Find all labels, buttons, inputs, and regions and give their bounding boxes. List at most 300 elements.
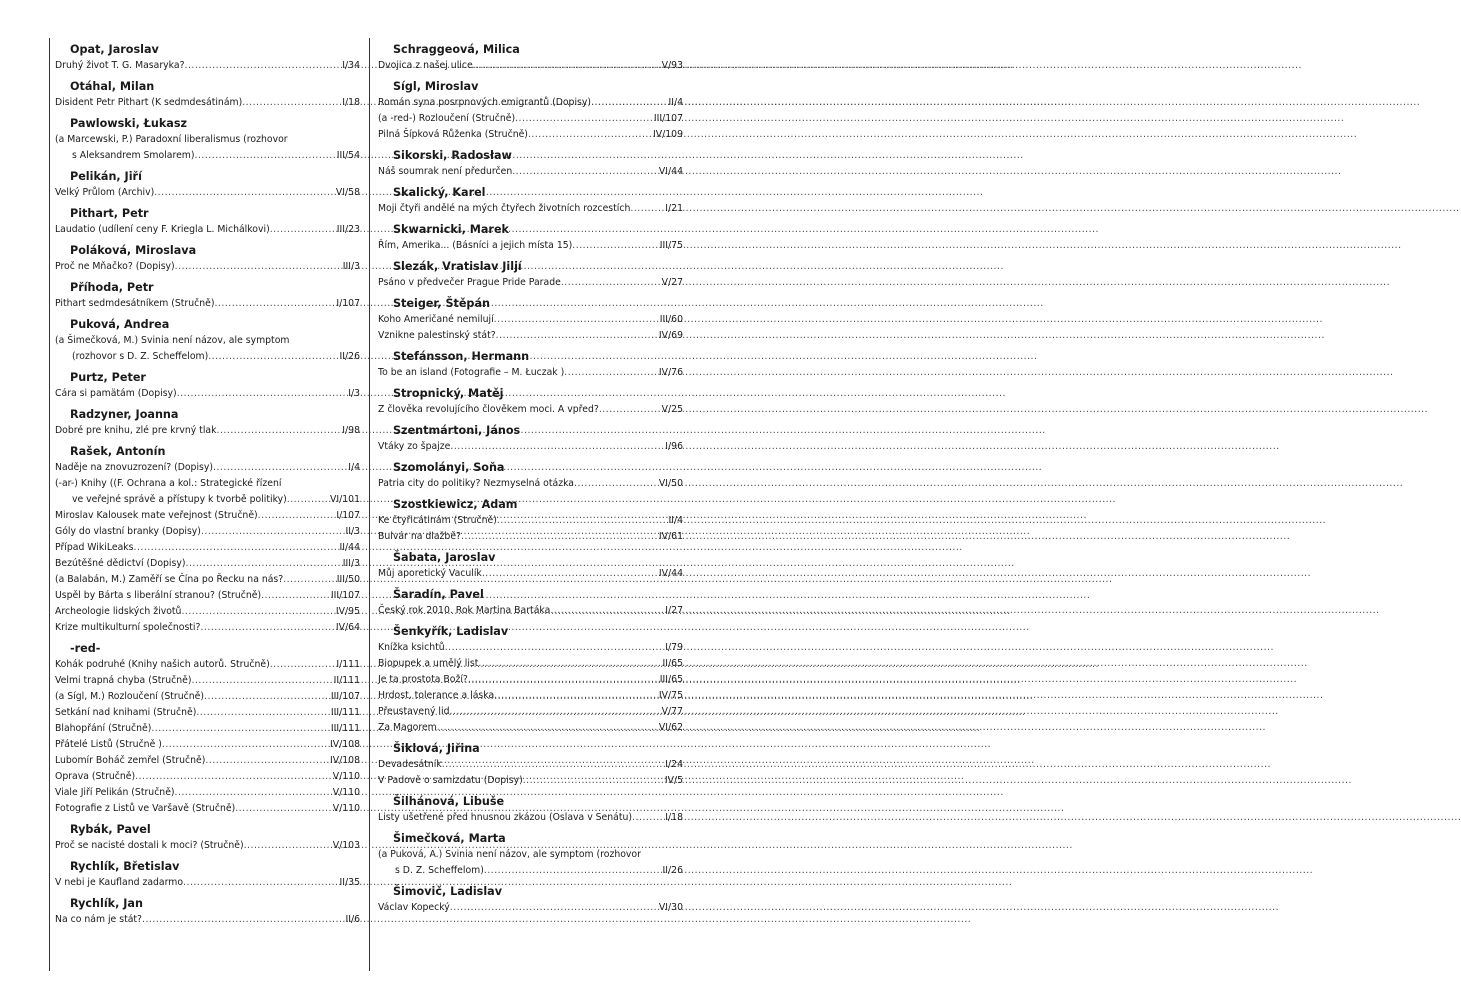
issue-page-ref: III/54 (336, 150, 360, 161)
author-name: Rašek, Antonín (70, 445, 166, 458)
author-group (378, 459, 683, 493)
entry-title: Oprava (Stručně) (55, 771, 136, 782)
author-name: Skalický, Karel (393, 186, 486, 199)
entry-title: Devadesátník (378, 759, 442, 770)
author-name: Szostkiewicz, Adam (393, 498, 518, 511)
index-entry (378, 164, 683, 180)
entry-line (378, 164, 683, 180)
group-separator (378, 619, 683, 620)
author-group (378, 147, 683, 181)
entry-title: Dvojica z našej ulice (378, 60, 473, 71)
dot-leader (494, 688, 658, 704)
issue-page-ref: IV/69 (658, 330, 683, 341)
group-separator (55, 402, 360, 403)
issue-page-ref: I/21 (665, 203, 683, 214)
author-group (55, 205, 360, 239)
entry-line (378, 312, 683, 328)
entry-line (55, 912, 360, 928)
author-name: Pelikán, Jiří (70, 170, 142, 183)
entry-line (378, 863, 683, 879)
dot-leader (528, 127, 652, 143)
index-entry (55, 524, 360, 540)
index-entry (378, 757, 683, 773)
index-entry (55, 296, 360, 312)
index-entry (378, 672, 683, 688)
index-entry (55, 769, 360, 785)
author-group (55, 821, 360, 855)
group-separator (55, 164, 360, 165)
entry-title: Bezútěšné dědictví (Dopisy) (55, 558, 186, 569)
entry-line (55, 95, 360, 111)
dot-leader (484, 863, 662, 879)
entry-line (55, 349, 360, 365)
author-name: Rychlík, Jan (70, 897, 143, 910)
entry-line (378, 529, 683, 545)
dot-leader (175, 785, 332, 801)
index-entry (55, 838, 360, 854)
issue-page-ref: III/60 (659, 314, 683, 325)
author-name: Radzyner, Joanna (70, 408, 179, 421)
entry-line (55, 333, 360, 349)
author-name: Pithart, Petr (70, 207, 149, 220)
dot-leader (175, 259, 342, 275)
author-group (378, 623, 683, 737)
dot-leader (208, 349, 338, 365)
dot-leader (194, 148, 335, 164)
dot-leader (482, 566, 658, 582)
author-group (378, 385, 683, 419)
index-entry (378, 402, 683, 418)
author-name: Puková, Andrea (70, 318, 170, 331)
entry-title: Psáno v předvečer Prague Pride Parade (378, 277, 561, 288)
entry-line (55, 386, 360, 402)
index-entry (378, 566, 683, 582)
issue-page-ref: II/4 (668, 97, 683, 108)
dot-leader (497, 513, 668, 529)
author-name: Steiger, Štěpán (393, 297, 490, 310)
group-separator (378, 291, 683, 292)
entry-line (55, 476, 360, 492)
author-name: Šilhánová, Libuše (393, 795, 505, 808)
issue-page-ref: III/107 (653, 113, 683, 124)
issue-page-ref: II/35 (339, 877, 360, 888)
dot-leader (235, 801, 332, 817)
author-name: Rychlík, Břetislav (70, 860, 180, 873)
author-name: Šimečková, Marta (393, 832, 506, 845)
entry-title: (a Marcewski, P.) Paradoxní liberalismus (rozhovor (55, 134, 288, 145)
dot-leader (204, 689, 330, 705)
entry-title: Václav Kopecký (378, 902, 450, 913)
entry-line (378, 95, 683, 111)
entry-line (55, 737, 360, 753)
issue-page-ref: III/75 (659, 240, 683, 251)
entry-title: Hrdost, tolerance a láska (378, 690, 495, 701)
entry-line (378, 328, 683, 344)
group-separator (378, 381, 683, 382)
group-separator (378, 826, 683, 827)
issue-page-ref: V/77 (661, 706, 683, 717)
index-entry (55, 460, 360, 476)
entry-line (378, 275, 683, 291)
entry-title: (a -red-) Rozloučení (Stručně) (378, 113, 516, 124)
issue-page-ref: I/18 (342, 97, 360, 108)
issue-page-ref: V/93 (661, 60, 683, 71)
author-group (378, 78, 683, 144)
entry-title: Miroslav Kalousek mate veřejnost (Stručně) (55, 510, 258, 521)
index-entry (55, 423, 360, 439)
issue-page-ref: V/103 (332, 840, 360, 851)
issue-page-ref: II/26 (339, 351, 360, 362)
issue-page-ref: II/26 (662, 865, 683, 876)
entry-title: (a Sígl, M.) Rozloučení (Stručně) (55, 691, 204, 702)
author-name: Příhoda, Petr (70, 281, 154, 294)
group-separator (378, 916, 683, 917)
entry-title: Z člověka revolujícího člověkem moci. A vpřed? (378, 404, 599, 415)
author-group (55, 443, 360, 637)
entry-line (378, 900, 683, 916)
index-entry (378, 640, 683, 656)
author-group (378, 830, 683, 880)
entry-line (55, 721, 360, 737)
index-entry (55, 386, 360, 402)
dot-leader (523, 773, 664, 789)
index-entry (378, 365, 683, 381)
dot-leader (561, 275, 661, 291)
issue-page-ref: V/110 (332, 803, 360, 814)
dot-leader (201, 524, 345, 540)
issue-page-ref: VI/101 (330, 494, 360, 505)
issue-page-ref: VI/62 (658, 722, 683, 733)
dot-leader (450, 900, 658, 916)
entry-title: Cára si pamätám (Dopisy) (55, 388, 177, 399)
issue-page-ref: I/27 (665, 605, 683, 616)
author-name: Skwarnicki, Marek (393, 223, 509, 236)
entry-line (378, 773, 683, 789)
index-entry (378, 656, 683, 672)
entry-title: Přátelé Listů (Stručně ) (55, 739, 162, 750)
index-entry (55, 689, 360, 705)
entry-line (378, 603, 683, 619)
index-entry (378, 773, 683, 789)
index-entry (55, 785, 360, 801)
index-entry (55, 95, 360, 111)
index-entry (55, 705, 360, 721)
index-entry (55, 572, 360, 588)
dot-leader (261, 588, 330, 604)
entry-line (55, 689, 360, 705)
author-group (55, 406, 360, 440)
entry-title: Velký Průlom (Archiv) (55, 187, 155, 198)
entry-title: Disident Petr Pithart (K sedmdesátinám) (55, 97, 243, 108)
author-name: Šiklová, Jiřina (393, 742, 480, 755)
group-separator (55, 439, 360, 440)
index-entry (378, 439, 683, 455)
author-group (55, 858, 360, 892)
index-entry (55, 508, 360, 524)
entry-line (55, 785, 360, 801)
author-group (378, 740, 683, 790)
entry-line (378, 720, 683, 736)
author-group (55, 895, 360, 929)
entry-line (55, 705, 360, 721)
dot-leader (151, 721, 330, 737)
entry-line (55, 508, 360, 524)
entry-line (55, 604, 360, 620)
entry-title: Na co nám je stát? (55, 914, 142, 925)
entry-title: Český rok 2010. Rok Martina Bartáka (378, 605, 551, 616)
entry-line (55, 492, 360, 508)
dot-leader (564, 365, 658, 381)
dot-leader (599, 402, 661, 418)
issue-page-ref: II/3 (345, 526, 360, 537)
group-separator (378, 143, 683, 144)
dot-leader (258, 508, 336, 524)
author-name: Šabata, Jaroslav (393, 551, 496, 564)
dot-leader (185, 556, 341, 572)
entry-title: Řím, Amerika... (Básníci a jejich místa 15) (378, 240, 573, 251)
issue-page-ref: I/4 (348, 462, 360, 473)
dot-leader (450, 439, 664, 455)
author-name: Sikorski, Radosław (393, 149, 512, 162)
index-entry (55, 604, 360, 620)
dot-leader (450, 704, 661, 720)
author-name: Šimovič, Ladislav (393, 885, 502, 898)
entry-title: Bulvár na dlažbě? (378, 531, 461, 542)
index-entry (55, 132, 360, 164)
index-entry (55, 721, 360, 737)
entry-line (55, 540, 360, 556)
group-separator (55, 636, 360, 637)
author-name: -red- (70, 642, 101, 655)
entry-title: Knížka ksichtů (378, 642, 445, 653)
issue-page-ref: V/25 (661, 404, 683, 415)
entry-line (378, 757, 683, 773)
index-entry (55, 222, 360, 238)
index-entry (55, 556, 360, 572)
entry-line (55, 673, 360, 689)
author-name: Szentmártoni, János (393, 424, 521, 437)
author-group (55, 242, 360, 276)
author-group (378, 295, 683, 345)
entry-title: Je ta prostota Boží? (378, 674, 468, 685)
author-group (378, 41, 683, 75)
index-entry (378, 476, 683, 492)
issue-page-ref: III/23 (336, 224, 360, 235)
entry-title: V nebi je Kaufland zadarmo (55, 877, 184, 888)
entry-title: Biopupek a umělý list (378, 658, 479, 669)
entry-title: Listy ušetřené před hnusnou zkázou (Oslava v Senátu) (378, 812, 633, 823)
issue-page-ref: VI/30 (658, 902, 683, 913)
entry-line (378, 476, 683, 492)
index-entry (378, 127, 683, 143)
author-name: Purtz, Peter (70, 371, 146, 384)
author-name: Slezák, Vratislav Jiljí (393, 260, 522, 273)
dot-leader (244, 838, 332, 854)
entry-title: Kohák podruhé (Knihy našich autorů. Stručně) (55, 659, 270, 670)
author-name: Pawlowski, Łukasz (70, 117, 188, 130)
entry-title: Vtáky zo špajze (378, 441, 451, 452)
dot-leader (270, 222, 336, 238)
entry-line (378, 656, 683, 672)
entry-line (378, 640, 683, 656)
index-entry (378, 688, 683, 704)
issue-page-ref: V/110 (332, 771, 360, 782)
dot-leader (177, 386, 348, 402)
dot-leader (496, 328, 658, 344)
entry-title: Pilná Šípková Růženka (Stručně) (378, 129, 528, 140)
issue-page-ref: IV/61 (658, 531, 683, 542)
entry-line (378, 58, 683, 74)
author-group (378, 348, 683, 382)
index-entry (55, 657, 360, 673)
index-entry (55, 753, 360, 769)
entry-line (378, 238, 683, 254)
author-group (55, 369, 360, 403)
index-entry (378, 58, 683, 74)
entry-title: Moji čtyři andělé na mých čtyřech životních rozcestích (378, 203, 631, 214)
author-name: Otáhal, Milan (70, 80, 155, 93)
entry-line (55, 838, 360, 854)
dot-leader (515, 111, 653, 127)
dot-leader (135, 769, 332, 785)
dot-leader (196, 705, 330, 721)
index-entry (378, 95, 683, 111)
issue-page-ref: VI/58 (335, 187, 360, 198)
entry-line (55, 259, 360, 275)
dot-leader (183, 875, 339, 891)
dot-leader (154, 185, 335, 201)
issue-page-ref: III/107 (330, 691, 360, 702)
index-entry (378, 328, 683, 344)
index-entry (378, 275, 683, 291)
index-entry (378, 238, 683, 254)
group-separator (55, 891, 360, 892)
entry-line (55, 572, 360, 588)
index-entry (55, 912, 360, 928)
index-entry (55, 540, 360, 556)
dot-leader (287, 492, 329, 508)
entry-line (55, 875, 360, 891)
entry-title: ve veřejné správě a přístupy k tvorbě politiky) (72, 494, 287, 505)
dot-leader (200, 620, 334, 636)
entry-line (55, 620, 360, 636)
index-entry (55, 620, 360, 636)
entry-title: (rozhovor s D. Z. Scheffelom) (72, 351, 209, 362)
entry-line (55, 423, 360, 439)
issue-page-ref: V/27 (661, 277, 683, 288)
group-separator (378, 254, 683, 255)
entry-line (378, 201, 683, 217)
author-name: Stropnický, Matěj (393, 387, 504, 400)
dot-leader (461, 529, 658, 545)
group-separator (378, 74, 683, 75)
dot-leader (445, 640, 665, 656)
group-separator (55, 74, 360, 75)
issue-page-ref: IV/44 (658, 568, 683, 579)
issue-page-ref: IV/5 (664, 775, 683, 786)
author-name: Opat, Jaroslav (70, 43, 159, 56)
issue-page-ref: I/34 (342, 60, 360, 71)
dot-leader (181, 604, 334, 620)
group-separator (55, 817, 360, 818)
index-entry (378, 201, 683, 217)
issue-page-ref: I/111 (336, 659, 360, 670)
entry-line (55, 524, 360, 540)
entry-title: Viale Jiří Pelikán (Stručně) (55, 787, 175, 798)
entry-line (55, 148, 360, 164)
author-group (55, 316, 360, 366)
author-name: Šenkyřík, Ladislav (393, 625, 509, 638)
entry-line (55, 185, 360, 201)
author-group (55, 115, 360, 165)
dot-leader (630, 201, 664, 217)
entry-title: (a Šimečková, M.) Svinia není názov, ale symptom (55, 335, 290, 346)
entry-line (55, 769, 360, 785)
entry-title: Góly do vlastní branky (Dopisy) (55, 526, 201, 537)
issue-page-ref: III/3 (342, 558, 360, 569)
index-entry (378, 704, 683, 720)
group-separator (378, 789, 683, 790)
group-separator (55, 365, 360, 366)
entry-title: Můj aporetický Vaculík (378, 568, 482, 579)
entry-line (378, 847, 683, 863)
issue-page-ref: VI/50 (658, 478, 683, 489)
index-entry (378, 847, 683, 879)
group-separator (55, 238, 360, 239)
group-separator (378, 492, 683, 493)
entry-title: (a Balabán, M.) Zaměří se Čína po Řecku na nás? (55, 574, 284, 585)
entry-title: s Aleksandrem Smolarem) (72, 150, 195, 161)
index-entry (378, 513, 683, 529)
entry-line (378, 365, 683, 381)
entry-line (378, 688, 683, 704)
author-group (378, 793, 683, 827)
issue-page-ref: V/110 (332, 787, 360, 798)
index-entry (55, 185, 360, 201)
issue-page-ref: II/65 (662, 658, 683, 669)
group-separator (378, 344, 683, 345)
entry-line (378, 439, 683, 455)
author-group (378, 586, 683, 620)
entry-line (378, 566, 683, 582)
issue-page-ref: III/65 (659, 674, 683, 685)
author-name: Poláková, Miroslava (70, 244, 197, 257)
group-separator (55, 928, 360, 929)
index-entry (55, 58, 360, 74)
issue-page-ref: III/111 (330, 723, 360, 734)
group-separator (378, 418, 683, 419)
entry-line (378, 672, 683, 688)
author-group (378, 422, 683, 456)
entry-line (378, 111, 683, 127)
issue-page-ref: I/98 (342, 425, 360, 436)
issue-page-ref: I/24 (665, 759, 683, 770)
index-entry (55, 875, 360, 891)
dot-leader (142, 912, 344, 928)
author-group (55, 78, 360, 112)
issue-page-ref: III/3 (342, 261, 360, 272)
entry-line (55, 222, 360, 238)
entry-title: Koho Američané nemilují (378, 314, 494, 325)
issue-page-ref: I/96 (665, 441, 683, 452)
group-separator (55, 312, 360, 313)
author-name: Szomolányi, Soňa (393, 461, 505, 474)
issue-page-ref: I/18 (665, 812, 683, 823)
entry-line (55, 556, 360, 572)
entry-title: Naděje na znovuzrození? (Dopisy) (55, 462, 214, 473)
dot-leader (478, 656, 661, 672)
entry-title: Patria city do politiky? Nezmyselná otázka (378, 478, 574, 489)
